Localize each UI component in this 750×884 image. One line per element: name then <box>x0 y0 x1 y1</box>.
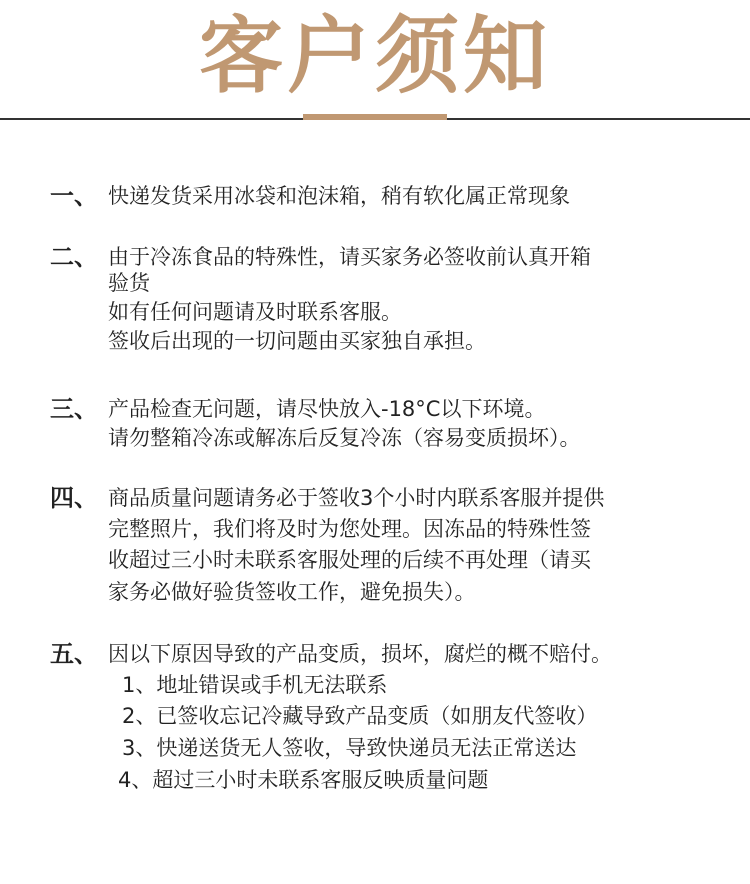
section-text: 完整照片，我们将及时为您处理。因冻品的特殊性签 <box>108 517 591 541</box>
section-text: 产品检查无问题，请尽快放入-18°C以下环境。 <box>108 397 546 421</box>
section-text: 商品质量问题请务必于签收3个小时内联系客服并提供 <box>108 486 605 510</box>
section-number: 五、 <box>50 640 98 668</box>
section-number: 三、 <box>50 395 98 423</box>
list-item: 4、超过三小时未联系客服反映质量问题 <box>118 768 489 792</box>
section-text: 签收后出现的一切问题由买家独自承担。 <box>108 329 486 353</box>
list-item: 3、快递送货无人签收，导致快递员无法正常送达 <box>122 736 577 760</box>
section-text: 因以下原因导致的产品变质，损坏，腐烂的概不赔付。 <box>108 642 612 666</box>
section-text: 请勿整箱冷冻或解冻后反复冷冻（容易变质损坏）。 <box>108 426 581 450</box>
list-item: 1、地址错误或手机无法联系 <box>122 673 388 697</box>
section-text: 快递发货采用冰袋和泡沫箱，稍有软化属正常现象 <box>108 184 570 208</box>
section-text: 如有任何问题请及时联系客服。 <box>108 300 402 324</box>
section-text: 验货 <box>108 271 150 295</box>
section-text: 由于冷冻食品的特殊性，请买家务必签收前认真开箱 <box>108 245 591 269</box>
section-number: 四、 <box>50 484 98 512</box>
title-accent-bar <box>303 114 447 120</box>
page-title: 客户须知 <box>198 6 551 105</box>
list-item: 2、已签收忘记冷藏导致产品变质（如朋友代签收） <box>122 704 598 728</box>
section-text: 家务必做好验货签收工作，避免损失）。 <box>108 580 476 604</box>
section-number: 一、 <box>50 182 98 210</box>
section-text: 收超过三小时未联系客服处理的后续不再处理（请买 <box>108 548 591 572</box>
section-number: 二、 <box>50 243 98 271</box>
